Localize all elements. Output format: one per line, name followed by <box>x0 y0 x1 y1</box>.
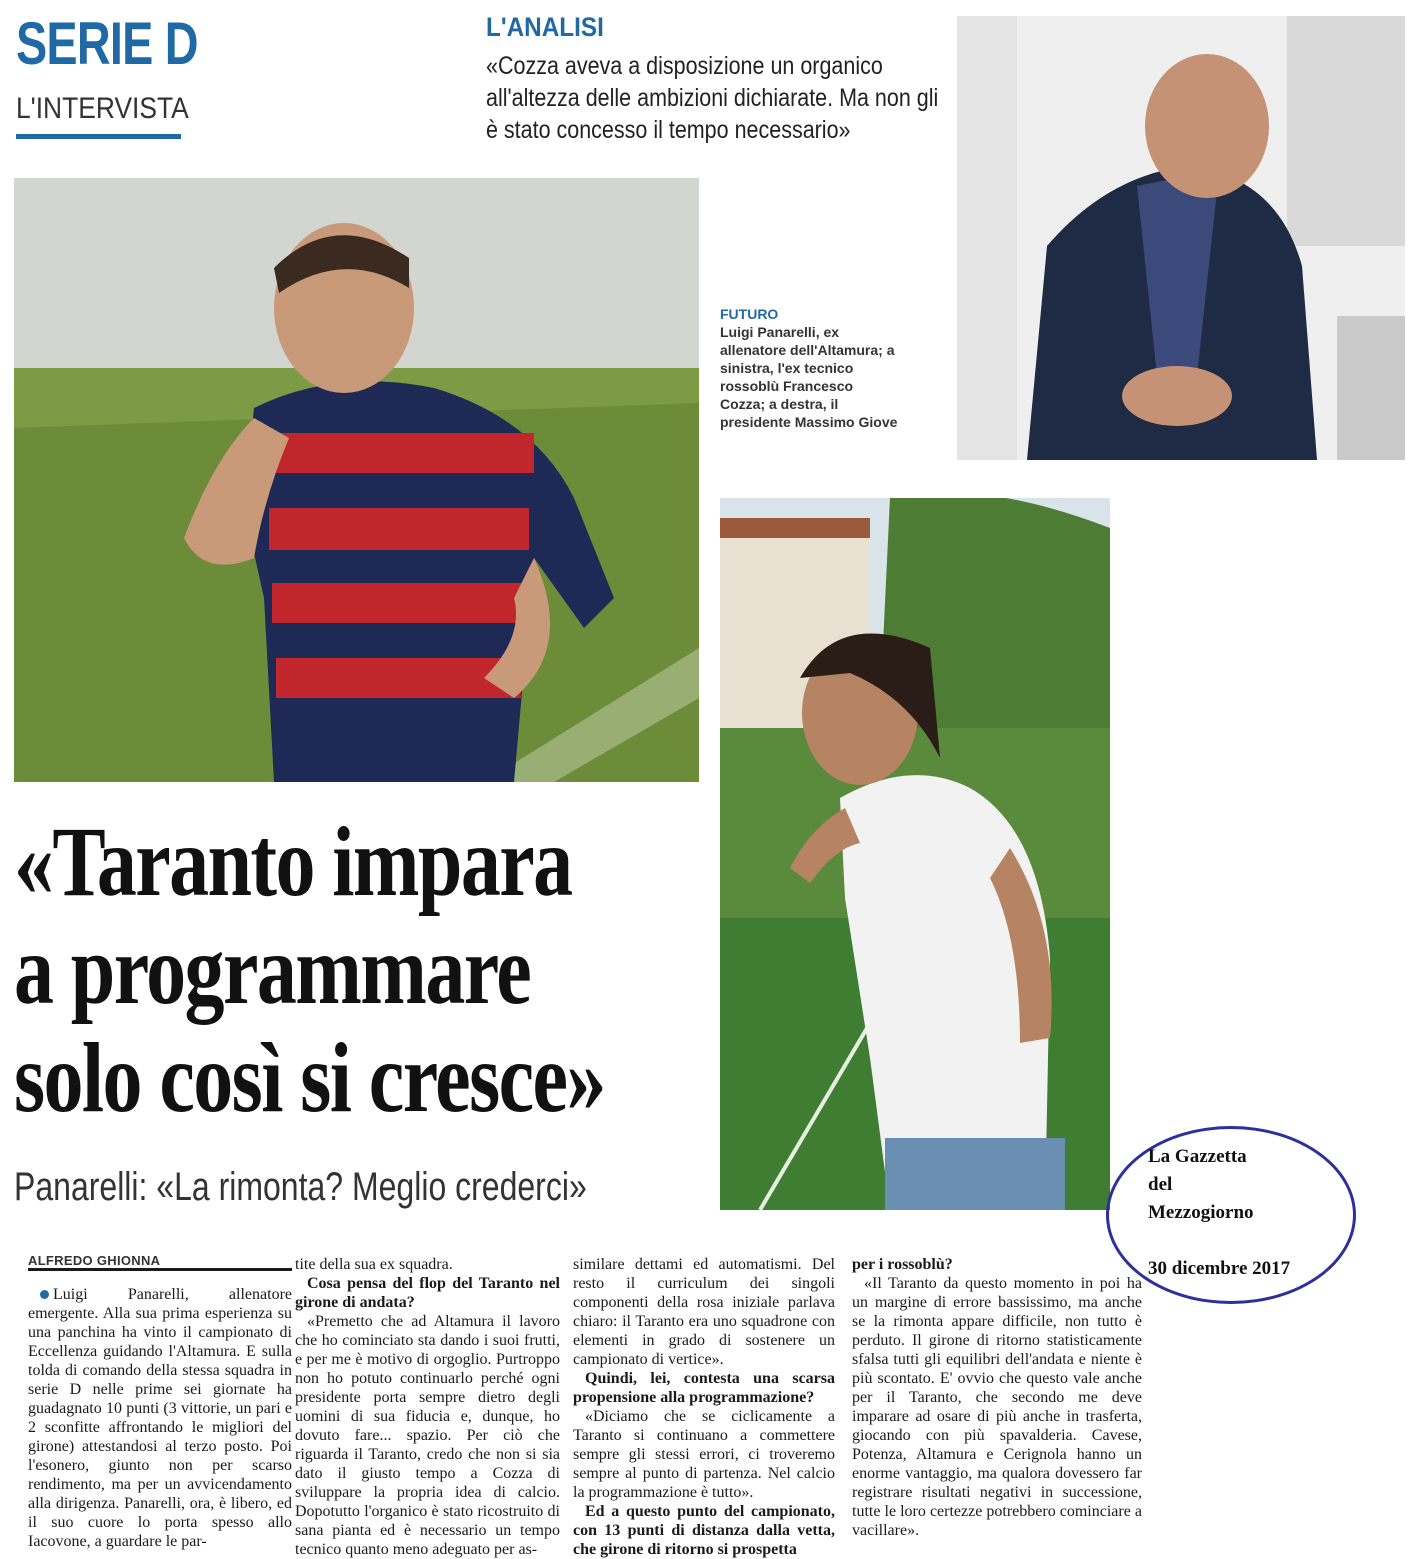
headline <box>14 808 710 1132</box>
interview-question: Ed a questo punto del campionato, con 13 punti di distanza dalla vetta, che girone di ritorno si prospetta <box>573 1503 835 1558</box>
article-column-2 <box>295 1255 560 1559</box>
analysis-quote: «Cozza aveva a disposizione un organico all'altezza delle ambizioni dichiarate. Ma non gli è stato concesso il tempo necessario» <box>486 52 939 144</box>
paragraph: «Premetto che ad Altamura il lavoro che ho cominciato sta dando i suoi frutti, e per me è motivo di orgoglio. Purtroppo non ho potuto continuarlo perché ogni presidente porta sempre dietro degli uomini di sua fiducia e, dunque, ho dovuto fare... spazio. Per ciò che riguarda il Taranto, credo che non si sia dato il giusto tempo a Cozza di sviluppare la propria idea di calcio. Dopotutto l'organico è stato ricostruito di sana pianta ed è necessario un tempo tecnico quanto meno adeguato per as- <box>295 1313 560 1558</box>
caption-label: FUTURO <box>720 306 779 322</box>
interview-question: per i rossoblù? <box>852 1256 953 1273</box>
source-stamp-text <box>1148 1143 1348 1283</box>
analysis-label: L'ANALISI <box>486 12 604 42</box>
stamp-date: 30 dicembre 2017 <box>1148 1258 1291 1279</box>
article-column-3 <box>573 1255 835 1559</box>
paragraph: similare dettami ed automatismi. Del resto il curriculum dei singoli componenti della rosa iniziale parlava chiaro: il Taranto era uno squadrone con elementi in grado di sostenere un campionato di vertice». <box>573 1256 835 1368</box>
section-title: SERIE D <box>16 10 198 77</box>
kicker: L'INTERVISTA <box>16 92 189 125</box>
bullet-icon <box>40 1290 49 1299</box>
stamp-line-1: La Gazzetta <box>1148 1146 1247 1167</box>
headline-line-2: a programmare <box>14 914 531 1025</box>
paragraph: «Diciamo che se ciclicamente a Taranto si continuano a commettere sempre gli stessi errori, ci troveremo sempre al punto di partenza. Nel calcio la programmazione è tutto». <box>573 1408 835 1501</box>
article-column-4 <box>852 1255 1142 1540</box>
caption-text: Luigi Panarelli, ex allenatore dell'Altamura; a sinistra, l'ex tecnico rossoblù Francesco Cozza; a destra, il presidente Massimo Giove <box>720 324 898 430</box>
photo-president-giove <box>957 16 1405 460</box>
photo-coach-panarelli <box>720 498 1110 1210</box>
interview-question: Cosa pensa del flop del Taranto nel girone di andata? <box>295 1275 560 1311</box>
byline: ALFREDO GHIONNA <box>28 1253 161 1268</box>
photo-coach-cozza <box>14 178 699 782</box>
paragraph: tite della sua ex squadra. <box>295 1256 453 1273</box>
article-column-1 <box>28 1285 292 1551</box>
paragraph: «Il Taranto da questo momento in poi ha un margine di errore bassissimo, ma anche se la rimonta appare difficile, non tutto è perduto. Il girone di ritorno statisticamente sfalsa tutti gli equilibri dell'andata e niente è più scontato. E' ovvio che questo vale anche per il Taranto, che secondo me deve imparare ad osare di più anche in trasferta, giocando con più spavalderia. Cavese, Potenza, Altamura e Cerignola hanno un enorme vantaggio, ma qualora dovessero far registrare risultati negativi in successione, tutte le loro certezze potrebbero cominciare a vacillare». <box>852 1275 1142 1539</box>
paragraph: Luigi Panarelli, allenatore emergente. Alla sua prima esperienza su una panchina ha vinto il campionato di Eccellenza guidando l'Altamura. E sulla tolda di comando della stessa squadra in serie D nelle prime sei giornate ha guadagnato 10 punti (3 vittorie, un pari e 2 sconfitte affrontando le migliori del girone) attestandosi al terzo posto. Poi l'esonero, giunto non per scarso rendimento, ma per un avvicendamento alla dirigenza. Panarelli, ora, è libero, ed il suo cuore lo porta spesso allo Iacovone, a guardare le par- <box>28 1286 292 1550</box>
headline-line-3: solo così si cresce» <box>14 1022 605 1133</box>
stamp-line-2: del <box>1148 1174 1173 1195</box>
headline-line-1: «Taranto impara <box>14 806 572 917</box>
byline-rule <box>28 1268 292 1271</box>
stamp-line-3: Mezzogiorno <box>1148 1202 1254 1223</box>
interview-question: Quindi, lei, contesta una scarsa propensione alla programmazione? <box>573 1370 835 1406</box>
subheadline: Panarelli: «La rimonta? Meglio crederci» <box>14 1165 587 1209</box>
kicker-underline <box>16 134 181 139</box>
photo-caption <box>720 305 900 431</box>
